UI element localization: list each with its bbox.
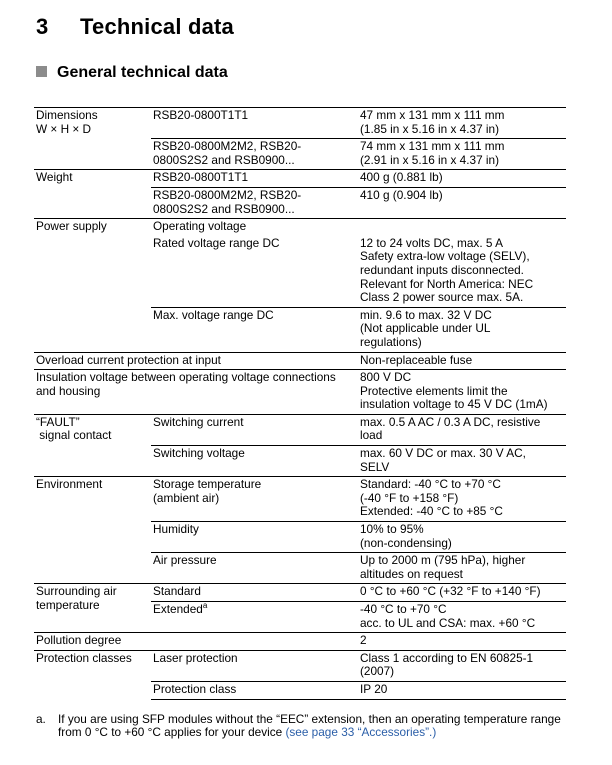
chapter-title: Technical data xyxy=(80,14,234,39)
cell-param: Humidity xyxy=(151,522,358,553)
cell-value: Class 1 according to EN 60825-1 (2007) xyxy=(358,650,566,681)
table-row xyxy=(34,219,566,236)
row-label: Environment xyxy=(34,477,151,584)
cell-model: RSB20-0800T1T1 xyxy=(151,170,358,188)
table-row xyxy=(34,352,566,370)
row-label: Weight xyxy=(34,170,151,219)
cell-value: -40 °C to +70 °C acc. to UL and CSA: max. +60 °C xyxy=(358,602,566,633)
cell-param: Switching current xyxy=(151,414,358,445)
footnote-body xyxy=(58,713,568,739)
row-label: Power supply xyxy=(34,219,151,352)
accessories-link[interactable]: (see page 33 “Accessories”.) xyxy=(285,725,437,739)
cell-param: Standard xyxy=(151,584,358,602)
footnote-text: If you are using SFP modules without the “EEC” extension, then an operating temperature range from 0 °C to +60 °C applies for your device xyxy=(58,712,561,739)
table-row xyxy=(34,170,566,188)
section-heading xyxy=(36,64,228,82)
cell-value: 12 to 24 volts DC, max. 5 A Safety extra-low voltage (SELV), redundant inputs disconnected. Relevant for North America: NEC Class 2 power source max. 5A. xyxy=(360,235,534,305)
cell-value: 74 mm x 131 mm x 111 mm (2.91 in x 5.16 in x 4.37 in) xyxy=(358,139,566,170)
technical-data-table xyxy=(34,107,566,700)
cell-value: 2 xyxy=(358,633,566,651)
cell-value: max. 0.5 A AC / 0.3 A DC, resistive load xyxy=(358,414,566,445)
row-label: Surrounding air temperature xyxy=(34,584,151,633)
row-label: Overload current protection at input xyxy=(34,352,358,370)
cell-value: Up to 2000 m (795 hPa), higher altitudes on request xyxy=(358,553,566,584)
section-title: General technical data xyxy=(57,64,228,81)
table-row xyxy=(34,650,566,681)
row-label: Insulation voltage between operating voltage connections and housing xyxy=(34,370,358,415)
cell-param: Switching voltage xyxy=(151,446,358,477)
cell-param: Rated voltage range DC xyxy=(153,235,280,250)
table-row xyxy=(34,414,566,445)
cell-value: min. 9.6 to max. 32 V DC (Not applicable under UL regulations) xyxy=(358,307,566,352)
cell-param: Air pressure xyxy=(151,553,358,584)
section-square-icon xyxy=(36,66,47,77)
footnote-mark: a. xyxy=(36,712,46,726)
cell-value: Standard: -40 °C to +70 °C (-40 °F to +158 °F) Extended: -40 °C to +85 °C xyxy=(358,477,566,522)
cell-value: 400 g (0.881 lb) xyxy=(358,170,566,188)
cell-value: Non-replaceable fuse xyxy=(358,352,566,370)
cell-value: max. 60 V DC or max. 30 V AC, SELV xyxy=(358,446,566,477)
row-label: Protection classes xyxy=(34,650,151,699)
cell-value: 410 g (0.904 lb) xyxy=(358,187,566,218)
table-row xyxy=(34,633,566,651)
cell-value: 47 mm x 131 mm x 111 mm (1.85 in x 5.16 in x 4.37 in) xyxy=(358,108,566,139)
table-row xyxy=(34,584,566,602)
row-label: “FAULT” signal contact xyxy=(34,414,151,476)
cell-value: 0 °C to +60 °C (+32 °F to +140 °F) xyxy=(358,584,566,602)
extended-label: Extended xyxy=(153,602,203,616)
cell-param: Storage temperature (ambient air) xyxy=(151,477,358,522)
row-label: Pollution degree xyxy=(34,633,358,651)
row-label: Dimensions W × H × D xyxy=(34,108,151,170)
cell-model: RSB20-0800T1T1 xyxy=(151,108,358,139)
footnote-marker: a xyxy=(202,601,208,611)
cell-subheading: Operating voltage xyxy=(151,219,566,236)
cell-model: RSB20-0800M2M2, RSB20- 0800S2S2 and RSB0900... xyxy=(151,187,358,218)
cell-param: Max. voltage range DC xyxy=(151,307,358,352)
cell-param: Laser protection xyxy=(151,650,358,681)
cell-value: 10% to 95% (non-condensing) xyxy=(358,522,566,553)
cell-param xyxy=(151,602,358,633)
footnote xyxy=(36,713,576,739)
chapter-number: 3 xyxy=(36,14,49,39)
table-row xyxy=(34,108,566,139)
chapter-heading xyxy=(36,14,234,40)
cell-value: 800 V DC Protective elements limit the insulation voltage to 45 V DC (1mA) xyxy=(358,370,566,415)
cell-param: Protection class xyxy=(151,681,358,699)
cell-value: IP 20 xyxy=(358,681,566,699)
cell-model: RSB20-0800M2M2, RSB20- 0800S2S2 and RSB0900... xyxy=(151,139,358,170)
table-row xyxy=(34,370,566,415)
table-row xyxy=(34,477,566,522)
